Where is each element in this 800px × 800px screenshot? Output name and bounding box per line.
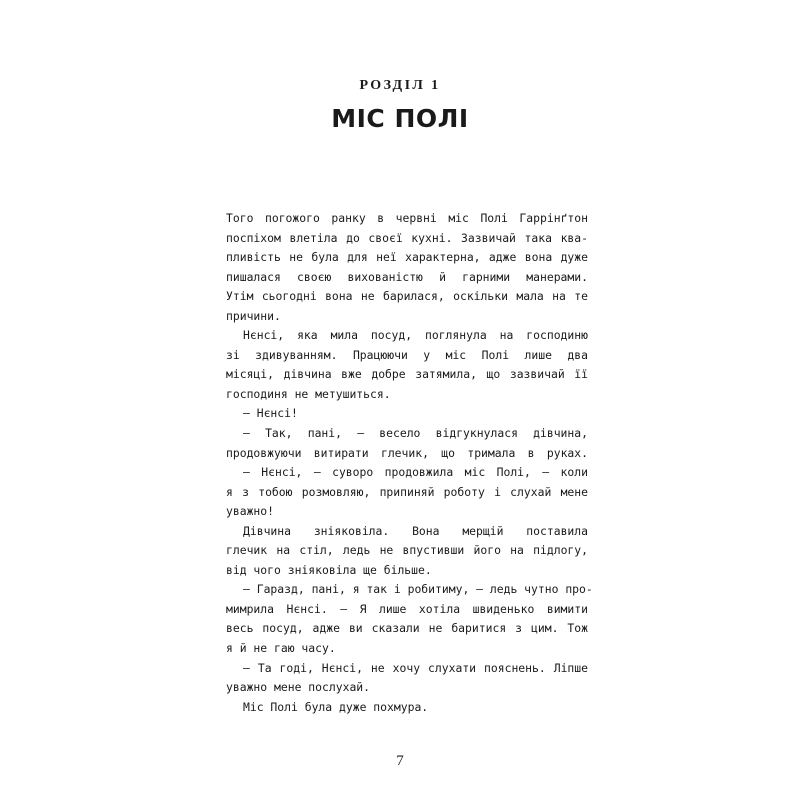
text-line: Утім сьогодні вона не барилася, оскільки мала на те <box>226 289 588 304</box>
chapter-title: МІС ПОЛІ <box>331 104 469 133</box>
text-line: місяці, дівчина вже добре затямила, що зазвичай її <box>226 367 588 382</box>
text-line: продовжуючи витирати глечик, що тримала в руках. <box>226 445 588 460</box>
text-line: весь посуд, адже ви сказали не баритися з цим. Тож <box>226 621 588 636</box>
text-line: уважно мене послухай. <box>226 680 371 695</box>
text-line: — Нєнсі, — суворо продовжила міс Полі, — коли <box>243 465 588 480</box>
chapter-label: РОЗДІЛ 1 <box>359 78 441 93</box>
text-line: Того погожого ранку в червні міс Полі Гаррінґтон <box>226 211 588 225</box>
text-line: — Та годі, Нєнсі, не хочу слухати пояснень. Ліпше <box>243 660 588 675</box>
text-line: Міс Полі була дуже похмура. <box>243 699 429 714</box>
text-line: уважно! <box>226 504 275 519</box>
text-line: я з тобою розмовляю, припиняй роботу і слухай мене <box>226 484 588 499</box>
text-line: пливість не була для неї характерна, адже вона дуже <box>226 250 588 265</box>
page-number: 7 <box>396 753 404 769</box>
text-line: — Нєнсі! <box>243 406 298 421</box>
text-line: пишалася своєю вихованістю й гарними манерами. <box>226 269 588 284</box>
text-line: глечик на стіл, ледь не впустивши його на підлогу, <box>226 543 588 558</box>
text-line: від чого зніяковіла ще більше. <box>226 562 432 577</box>
text-line: поспіхом влетіла до своєї кухні. Зазвичай така ква- <box>226 230 588 245</box>
text-line: причини. <box>226 308 281 323</box>
text-line: Нєнсі, яка мила посуд, поглянула на господиню <box>243 328 588 343</box>
text-line: Дівчина зніяковіла. Вона мерщій поставила <box>243 523 588 538</box>
text-line: — Так, пані, — весело відгукнулася дівчина, <box>243 426 588 441</box>
text-line: господиня не метушиться. <box>226 386 391 401</box>
chapter-body-text <box>226 209 593 717</box>
text-line: мимрила Нєнсі. — Я лише хотіла швиденько вимити <box>226 601 588 616</box>
text-line: я й не гаю часу. <box>226 641 336 656</box>
text-line: — Гаразд, пані, я так і робитиму, — ледь чутно про- <box>243 582 593 597</box>
text-line: зі здивуванням. Працюючи у міс Полі лише два <box>226 347 588 362</box>
